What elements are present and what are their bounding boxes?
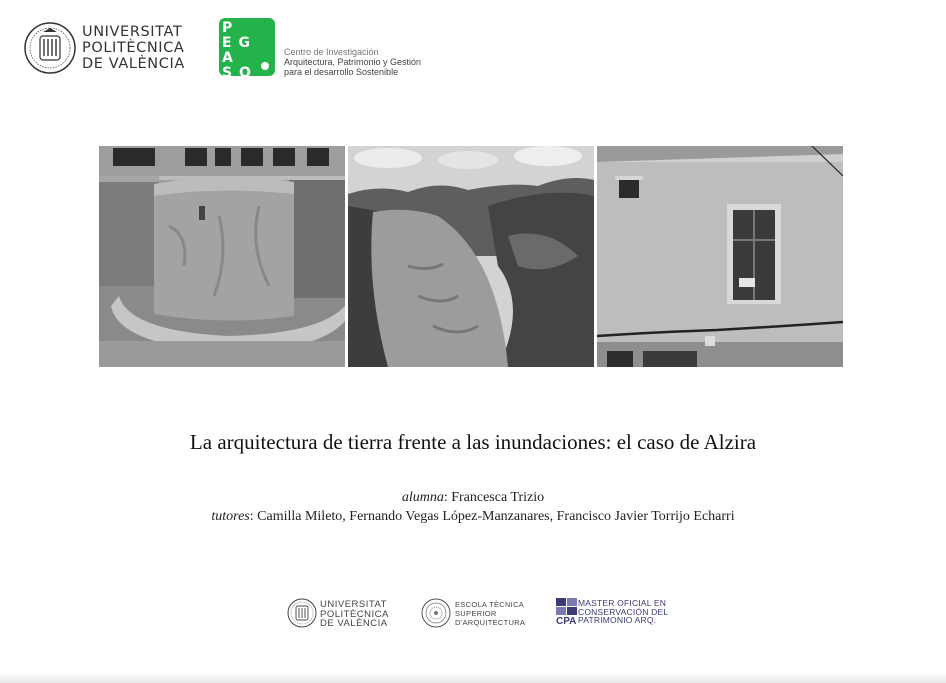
upv-footer-line: POLITÈCNICA xyxy=(320,608,389,620)
pegaso-letter-row: E G xyxy=(222,35,251,51)
tutors-label: tutores xyxy=(211,509,250,524)
photo-house-facade xyxy=(597,146,843,367)
upv-line-3: DE VALÈNCIA xyxy=(82,56,185,72)
pegaso-dot-icon xyxy=(261,62,269,70)
upv-seal-icon xyxy=(24,22,76,74)
student-name: : Francesca Trizio xyxy=(443,490,545,505)
mcpa-line: PATRIMONIO ARQ. xyxy=(578,615,657,625)
pegaso-caption xyxy=(284,47,444,77)
photo-river xyxy=(348,146,594,367)
etsa-line: SUPERIOR xyxy=(455,609,497,618)
document-title: La arquitectura de tierra frente a las inundaciones: el caso de Alzira xyxy=(189,430,757,454)
etsa-wordmark xyxy=(455,600,525,627)
pegaso-letter-row: P xyxy=(222,20,234,36)
tutors-names: : Camilla Mileto, Fernando Vegas López-Manzanares, Francisco Javier Torrijo Echarri xyxy=(249,509,735,524)
pegaso-caption-line: Arquitectura, Patrimonio y Gestión xyxy=(284,57,422,67)
credits-block xyxy=(0,488,946,526)
upv-line-1: UNIVERSITAT xyxy=(82,24,183,40)
pegaso-letter-row: S O xyxy=(222,65,252,76)
student-line xyxy=(0,488,946,507)
page-bottom-edge xyxy=(0,672,946,683)
etsa-seal-icon xyxy=(421,598,451,628)
mcpa-wordmark xyxy=(578,599,668,625)
pegaso-logo-letters xyxy=(222,21,254,76)
upv-footer-line: DE VALÈNCIA xyxy=(320,618,388,629)
etsa-line: ESCOLA TÈCNICA xyxy=(455,600,525,609)
upv-footer-seal-icon xyxy=(287,598,317,628)
upv-line-2: POLITÈCNICA xyxy=(82,40,185,56)
mcpa-line: MASTER OFICIAL EN xyxy=(578,598,667,608)
pegaso-logo xyxy=(219,18,275,76)
mcpa-mark-label: CPA xyxy=(556,616,577,627)
upv-wordmark xyxy=(82,24,202,72)
mcpa-line: CONSERVACIÓN DEL xyxy=(578,606,669,617)
mcpa-logo-mark xyxy=(556,598,578,628)
etsa-line: D'ARQUITECTURA xyxy=(455,618,526,627)
tutors-line xyxy=(0,507,946,526)
pegaso-caption-line: para el desarrollo Sostenible xyxy=(284,67,399,77)
upv-footer-wordmark xyxy=(320,600,389,629)
pegaso-letter-row: A xyxy=(222,50,234,66)
student-label: alumna xyxy=(401,490,444,505)
photo-tapia-tower xyxy=(99,146,345,367)
upv-footer-line: UNIVERSITAT xyxy=(320,599,387,610)
pegaso-caption-line: Centro de Investigación xyxy=(284,47,379,57)
